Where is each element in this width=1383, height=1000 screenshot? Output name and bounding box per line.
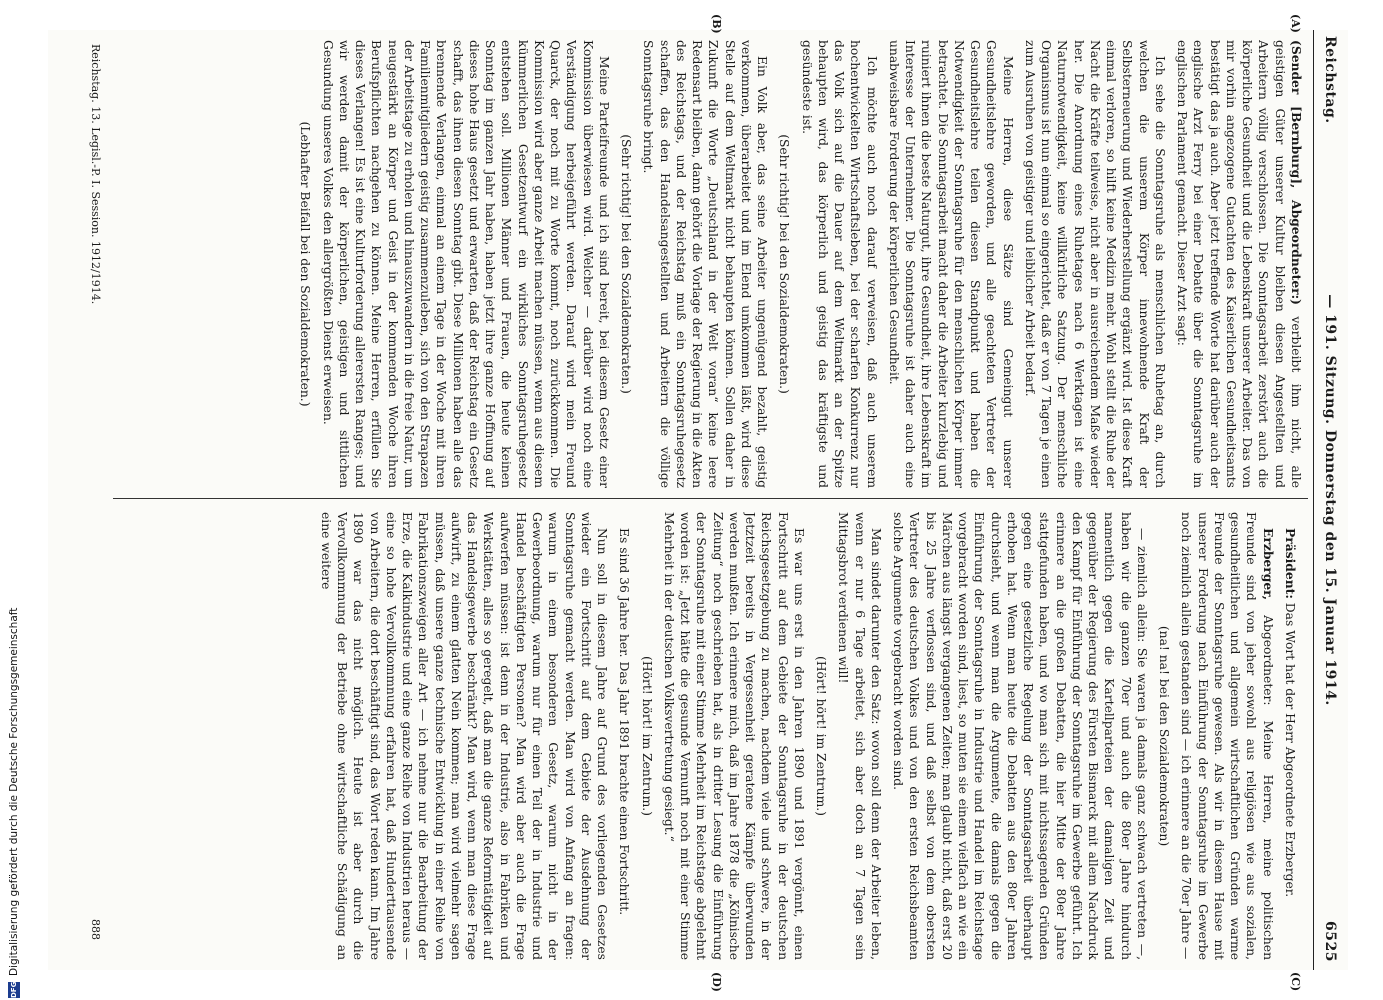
speaker-paragraph xyxy=(1282,512,1298,960)
digitization-credit xyxy=(4,0,24,1000)
column-divider xyxy=(113,498,1308,499)
speaker-name: Präsident: xyxy=(1283,528,1298,599)
speaker-name: Erzberger, xyxy=(1260,528,1276,601)
speaker-name: (Sender [Bernburg], Abgeordneter:) xyxy=(1289,40,1304,305)
text-paragraph: Es war uns erst in den Jahren 1890 und 1891 vergönnt, einen Fortschritt auf dem Gebiete der Sonntagsruhe in der deutschen Reichsgesetzgebung zu machen, nachdem viele und schwere, in der Jetztzeit bereits in Vergessenheit geratene Kämpfe überwunden werden mußten. Ich erinnere mich, daß im Jahre 1878 die „Kölnische Zeitung“ noch geschrieben hat, als in dritter Lesung die Einführung der Sonntagsruhe mit einer Stimme Mehrheit im Reichstage abgelehnt worden ist: „Jetzt hätte die gesunde Vernunft noch mit einer Stimme Mehrheit in der deutschen Volksvertretung gesiegt.“ xyxy=(662,512,806,960)
text-paragraph: Meine Parteifreunde und ich sind bereit, bei diesem Gesetz einer Kommission überwiesen wird. Welcher — darüber wird noch eine Verständigung herbeigeführt werden. Darauf wird mein Freund Quarck, der noch mit zu Worte kommt, noch zurückkommen. Die Kommission wird aber ganze Arbeit machen müssen, wenn aus diesem kümmerlichen Gesetzentwurf ein wirkliches Sonntagsruhegesetz entstehen soll. Millionen Männer und Frauen, die heute keinen Sonntag im ganzen Jahr haben, haben jetzt ihre ganze Hoffnung auf dieses hohe Haus gesetzt und erwarten, daß der Reichstag ein Gesetz schafft, das ihnen diesen Sonntag gibt. Diese Millionen haben alle das brennende Verlangen, einmal an einem Tage in der Woche mit ihren Familienmitgliedern geistig zusammenzuleben, sich von den Strapazen der Arbeitstage zu erholen und hinauszuwandern in die freie Natur, um neugestärkt an Körper und Geist in der kommenden Woche ihren Berufspflichten nachgehen zu können. Meine Herren, erfüllen Sie dieses Verlangen! Es ist eine Kulturforderung allerersten Ranges; und wir werden damit der körperlichen, geistigen und sittlichen Gesundung unseres Volkes den allergrößten Dienst erweisen. xyxy=(320,40,611,488)
speaker-paragraph xyxy=(1174,40,1304,488)
speech-text: verbleibt ihm nicht, alle geistigen Güter unserer Kultur bleiben diesen Angestellten und Arbeitern völlig verschlossen. Die Sonntagsarbeit zerstört auch die körperliche Gesundheit und die Lebenskraft unserer Arbeiter. Das von mir vorhin angezogene Gutachten des Kaiserlichen Gesundheitsamts bestätigt das ja auch. Aber jetzt treffende Worte hat darüber auch der englische Arzt Ferry bei einer Debatte über die Sonntagsruhe im englischen Parlament gemacht. Dieser Arzt sagt: xyxy=(1175,40,1303,488)
right-text-column xyxy=(114,512,1304,960)
margin-mark-c: (C) xyxy=(1289,972,1302,992)
interjection: (Lebhafter Beifall bei den Sozialdemokraten.) xyxy=(298,121,313,407)
text-paragraph: Man sindet darunter den Satz: wovon soll denn der Arbeiter leben, wenn er nur 6 Tage arbeitet, sich aber doch an 7 Tagen sein Mittagsbrot verdienen will! xyxy=(836,512,883,960)
margin-mark-a: (A) xyxy=(1289,14,1302,33)
speech-text: Abgeordneter: Meine Herren, meine politischen Freunde sind von jeher sowohl aus religiösen wie aus sozialen, gesundheitlichen und allgemein wirtschaftlichen Gründen warme Freunde der Sonntagsruhe gewesen. Als wir in diesem Hause mit unserer Forderung nach Einführung der Sonntagsruhe im Gewerbe noch ziemlich allein gestanden sind — ich erinnere an die 70er Jahre — xyxy=(1179,512,1275,960)
page-footer xyxy=(82,30,102,970)
interjection: (Sehr richtig! bei den Sozialdemokraten.) xyxy=(619,134,634,394)
text-paragraph: — ziemlich allein: Sie waren ja damals ganz schwach vertreten —, haben wir die ganzen 70er und auch die 80er Jahre hindurch namentlich gegen die Kartellparteien der damaligen Zeit und gegenüber der Regierung des Fürsten Bismarck mit allem Nachdruck den Kampf für Einführung der Sonntagsruhe im Gewerbe geführt. Ich erinnere an die großen Debatten, die hier Mitte der 80er Jahre stattgefunden haben, und wo man sich mit nichtssagenden Gründen gegen eine gesetzliche Regelung der Sonntagsarbeit überhaupt erhoben hat. Wenn man heute die Debatten aus den 80er Jahren durchsieht, und wenn man die Argumente, die damals gegen die Einführung der Sonntagsruhe in Industrie und Handel im Reichstage vorgebracht worden sind, liest, so muten sie einem vielfach an wie ein Märchen aus längst vergangenen Zeiten; man glaubt nicht, daß erst 20 bis 25 Jahre verflossen sind, und daß selbst von dem obersten Vertreter des deutschen Volkes und von den ersten Reichsbeamten solche Argumente vorgebracht worden sind. xyxy=(891,512,1149,960)
speaker-paragraph xyxy=(1178,512,1276,960)
interjection: (Hört! hört! im Zentrum.) xyxy=(814,656,829,816)
header-title: — 191. Sitzung. Donnerstag den 15. Januar 1914. xyxy=(1322,294,1338,706)
margin-mark-b: (B) xyxy=(710,14,723,34)
text-paragraph: Nun soll in diesem Jahre auf Grund des vorliegenden Gesetzes wieder ein Fortschritt auf dem Gebiete der Ausdehnung der Sonntagsruhe gemacht werden. Man wird von Anfang an fragen: warum in einem besonderen Gesetz, warum nicht in der Gewerbeordnung, warum nur für einen Teil der in Industrie und Handel beschäftigten Personen? Man wird aber auch die Frage aufwerfen müssen: ist denn in der Industrie, also in Fabriken und Werkstätten, alles so geregelt, daß man die ganze Reformtätigkeit auf das Handelsgewerbe beschränkt? Man wird, wenn man diese Frage aufwirft, zu einem glatten Nein kommen; man wird vielmehr sagen müssen, daß unsere ganze technische Entwicklung in einer Reihe von Fabrikationszweigen aller Art — ich nehme nur die Bearbeitung der Erze, die Kalkindustrie und eine ganze Reihe von Industrien heraus — eine so hohe Vervollkommnung erfahren hat, daß Hunderttausende von Arbeitern, die dort beschäftigt sind, das Wort reden kann. Im Jahre 1890 war das nicht möglich. Heute ist aber durch die Vervollkommnung der Betriebe ohne wirtschaftliche Schädigung an eine weitere xyxy=(319,512,610,960)
margin-mark-d: (D) xyxy=(710,972,723,992)
dfg-logo-icon: DFG xyxy=(10,981,18,998)
header-rule xyxy=(1313,30,1314,970)
footer-sheet-number: 888 xyxy=(89,919,102,940)
text-paragraph: Ein Volk aber, das seine Arbeiter ungenügend bezahlt, geistig verkommen, überarbeitet und im Elend umkommen läßt, wird diese Stelle auf dem Weltmarkt nicht behaupten können. Sollen daher in Zukunft die Worte „Deutschland in der Welt voran“ keine leere Redensart bleiben, dann gehört die Vorlage der Regierung in die Akten des Reichstags, und der Reichstag muß ein Sonntagsruhegesetz schaffen, das den Handelsangestellten und Arbeitern die völlige Sonntagsruhe bringt. xyxy=(641,40,770,488)
interjection: (na! na! bei den Sozialdemokraten) xyxy=(1157,625,1172,847)
text-paragraph: Ich möchte auch noch darauf verweisen, daß auch unserem hochentwickelten Wirtschaftsleben, bei der scharfen Konkurrenz nur das Volk sich auf die Dauer auf dem Weltmarkt an der Spitze behaupten wird, das körperlich und geistig das kräftigste und gesündeste ist. xyxy=(799,40,879,488)
interjection: (Hört! hört! im Zentrum.) xyxy=(639,656,654,816)
page-number: 6525 xyxy=(1322,921,1338,962)
quotation: Ich sehe die Sonntagsruhe als menschlichen Ruhetag an, durch welchen die unserem Körper innewohnende Kraft der Selbsterneuerung und Wiederherstellung ergänzt wird. Ist diese Kraft einmal verloren, so hilft keine Medizin mehr. Wohl stellt die Ruhe der Nacht die Kräfte teilweise, nicht aber in ausreichendem Maße wieder her. Die Anordnung eines Ruhetages nach 6 Werktagen ist eine Naturnotwendigkeit, keine willkürliche Satzung. Der menschliche Organismus ist nun einmal so eingerichtet, daß er von 7 Tagen je einen zum Ausruhen von geistiger und leiblicher Arbeit bedarf. xyxy=(1023,40,1167,488)
footer-source: Reichstag. 13. Legisl.-P. I. Session. 1912/1914. xyxy=(89,44,102,305)
speech-text: Das Wort hat der Herr Abgeordnete Erzberger. xyxy=(1283,602,1297,898)
document-page xyxy=(48,14,1348,992)
header-left: Reichstag. xyxy=(1322,36,1338,124)
text-paragraph: Meine Herren, diese Sätze sind Gemeingut unserer Gesundheitslehre geworden, und alle geachteten Vertreter der Gesundheitslehre teilen diesen Standpunkt und haben die Notwendigkeit der Sonntagsruhe für den menschlichen Körper immer betrachtet. Die Sonntagsarbeit macht daher die Arbeiter kurzlebig und ruiniert ihnen die beste Naturgut, ihre Gesundheit, ihre Lebenskraft im Interesse der Unternehmer. Die Sonntagsruhe ist daher auch eine unabweisbare Forderung der körperlichen Gesundheit. xyxy=(887,40,1015,488)
page-header xyxy=(1310,30,1338,970)
text-paragraph: Es sind 36 Jahre her. Das Jahr 1891 brachte einen Fortschritt. xyxy=(617,528,632,916)
left-text-column xyxy=(114,40,1304,488)
interjection: (Sehr richtig! bei den Sozialdemokraten.) xyxy=(777,134,792,394)
credit-text: Digitalisierung gefördert durch die Deutsche Forschungsgemeinschaft xyxy=(8,607,20,976)
